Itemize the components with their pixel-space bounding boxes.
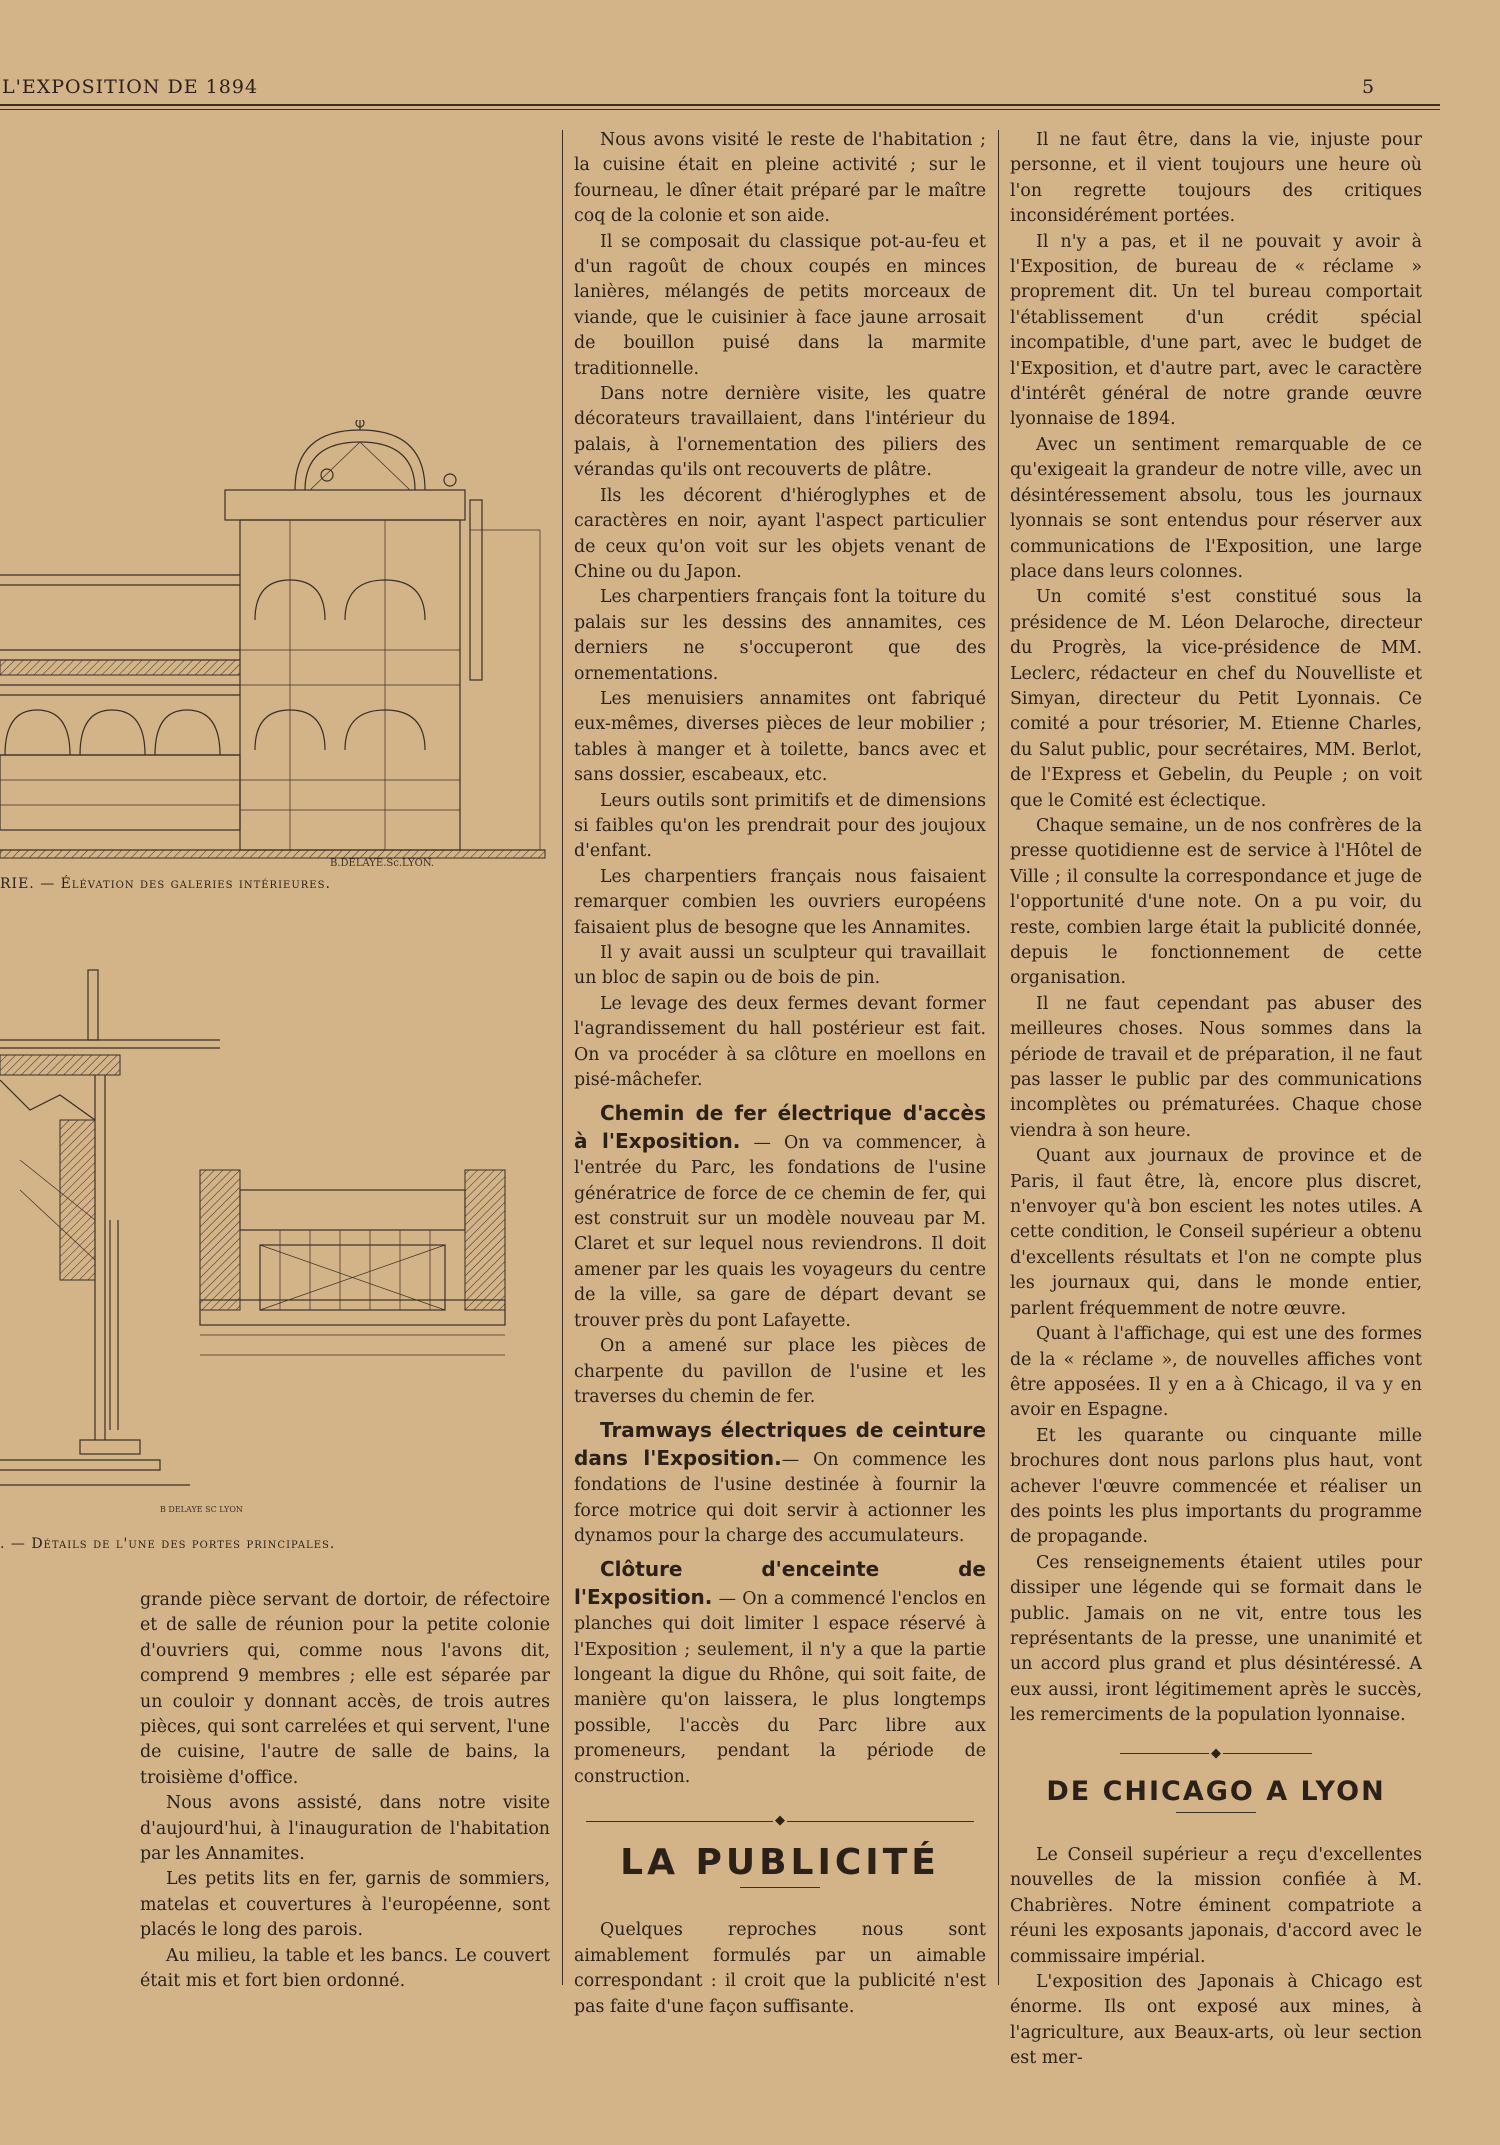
col2-paragraph: Il se composait du classique pot-au-feu et d'un ragoût de choux coupés en minces lanières, mélangés de petits morceaux de viande, que le cuisinier à face jaune arrosait de bouillon puisé dans la marmite traditionnelle.	[574, 231, 986, 379]
column-2	[574, 128, 986, 2020]
chemin-heading: Chemin de fer électrique d'accès à l'Exposition.	[574, 1101, 986, 1153]
col3-paragraph: Un comité s'est constitué sous la présidence de M. Léon Delaroche, directeur du Progrès, la vice-présidence de MM. Leclerc, rédacteur en chef du Nouvelliste et Simyan, directeur du Petit Lyonnais. Ce comité a pour trésorier, M. Etienne Charles, du Salut public, pour secrétaires, MM. Berlot, de l'Express et Gebelin, du Peuple ; on voit que le Comité est éclectique.	[1010, 587, 1422, 811]
section-ornament: ◆	[586, 1810, 974, 1832]
col3-paragraph: Il ne faut être, dans la vie, injuste pour personne, et il vient toujours une heure où l'on regrette toujours des critiques inconsidérément portées.	[1010, 130, 1422, 227]
col2-paragraph: Les menuisiers annamites ont fabriqué eux-mêmes, diverses pièces de leur mobilier ; tables à manger et à toilette, bancs avec et sans dossier, escabeaux, etc.	[574, 688, 986, 786]
col3-paragraph: Il ne faut cependant pas abuser des meilleures choses. Nous sommes dans la période de travail et de préparation, il ne faut pas lasser le public par des communications incomplètes ou prématurées. Chaque chose viendra à son heure.	[1010, 993, 1422, 1141]
column-3	[1010, 128, 1422, 2072]
chemin-paragraph: On a amené sur place les pièces de charpente du pavillon de l'usine et les traverses du chemin de fer.	[574, 1336, 986, 1407]
col2-paragraph: Dans notre dernière visite, les quatre décorateurs travaillaient, dans l'intérieur du palais, à l'ornementation des piliers des vérandas qu'ils ont recouverts de plâtre.	[574, 384, 986, 481]
col1-paragraph: Les petits lits en fer, garnis de sommiers, matelas et couvertures à l'européenne, sont placés le long des parois.	[140, 1869, 550, 1941]
chicago-paragraph: L'exposition des Japonais à Chicago est énorme. Ils ont exposé aux mines, à l'agriculture, aux Beaux-arts, où leur section est mer-	[1010, 1972, 1422, 2069]
col2-paragraph: Les charpentiers français nous faisaient remarquer combien les ouvriers européens faisaient plus de besogne que les Annamites.	[574, 866, 986, 938]
col1-paragraph: Nous avons assisté, dans notre visite d'aujourd'hui, à l'inauguration de l'habitation par les Annamites.	[140, 1793, 550, 1865]
col2-paragraph: Ils les décorent d'hiéroglyphes et de caractères en noir, ayant l'aspect particulier de ceux qu'on voit sur les objets venant de Chine ou du Japon.	[574, 485, 986, 582]
section-ornament: ◆	[1120, 1743, 1312, 1765]
col3-paragraph: Avec un sentiment remarquable de ce qu'exigeait la grandeur de notre ville, avec un désintéressement absolu, tous les journaux lyonnais se sont entendus pour réserver aux communications de l'Exposition, une large place dans leurs colonnes.	[1010, 434, 1422, 582]
publicite-title: LA PUBLICITÉ	[620, 1842, 940, 1883]
chicago-title: DE CHICAGO A LYON	[1046, 1775, 1386, 1807]
column-separator	[562, 130, 563, 1985]
col3-paragraph: Quant à l'affichage, qui est une des formes de la « réclame », de nouvelles affiches vont être apposées. Il y en a à Chicago, il va y en avoir en Espagne.	[1010, 1324, 1422, 1421]
col3-paragraph: Il n'y a pas, et il ne pouvait y avoir à l'Exposition, de bureau de « réclame » proprement dit. Un tel bureau comportait l'établissement d'un crédit spécial incompatible, d'une part, avec le budget de l'Exposition, et d'autre part, avec le caractère d'intérêt général de notre grande œuvre lyonnaise de 1894.	[1010, 231, 1422, 430]
elevation-drawing	[0, 420, 560, 890]
door-details-drawing	[0, 960, 560, 1530]
tram-section	[574, 1418, 986, 1549]
col3-paragraph: Et les quarante ou cinquante mille brochures dont nous parlons plus haut, vont achever l'œuvre commencée et réaliser un des points les plus importants du programme de propagande.	[1010, 1425, 1422, 1548]
title-underline	[740, 1887, 820, 1888]
top-signature: B.DELAYE.Sc.LYON.	[330, 858, 435, 869]
cloture-section	[574, 1557, 986, 1790]
bottom-figure-caption: . — Détails de l'une des portes principales.	[0, 1536, 336, 1552]
title-underline	[1176, 1812, 1256, 1813]
col2-paragraph: Leurs outils sont primitifs et de dimensions si faibles qu'on les prendrait pour des joujoux d'enfant.	[574, 790, 986, 862]
bottom-signature: B DELAYE SC LYON	[160, 1505, 243, 1514]
running-header: L'EXPOSITION DE 1894	[2, 76, 259, 98]
col2-paragraph: Les charpentiers français font la toiture du palais sur les dessins des annamites, ces derniers ne s'occuperont que des ornementations.	[574, 587, 986, 684]
tram-heading: Tramways électriques de ceinture dans l'Exposition.	[574, 1418, 986, 1470]
column-separator	[998, 130, 999, 1985]
chicago-paragraph: Le Conseil supérieur a reçu d'excellentes nouvelles de la mission confiée à M. Chabrières. Notre éminent compatriote a réuni les exposants japonais, d'accord avec le commissaire impérial.	[1010, 1845, 1422, 1967]
col3-paragraph: Ces renseignements étaient utiles pour dissiper une légende qui se formait dans le public. Jamais on ne vit, entre tous les représentants de la presse, une unanimité et un accord plus grand et plus désintéressé. A eux aussi, iront légitimement après le succès, les remerciments de la population lyonnaise.	[1010, 1552, 1422, 1726]
header-rule-thin	[0, 109, 1440, 110]
col2-paragraph: Le levage des deux fermes devant former l'agrandissement du hall postérieur est fait. On va procéder à sa clôture en moellons en pisé-mâchefer.	[574, 993, 986, 1091]
page-number: 5	[1362, 76, 1375, 98]
publicite-paragraph: Quelques reproches nous sont aimablement formulés par un aimable correspondant : il croit que la publicité n'est pas faite d'une façon suffisante.	[574, 1920, 986, 2017]
col3-paragraph: Quant aux journaux de province et de Paris, il faut être, là, encore plus discret, n'envoyer qu'à bon escient les notes utiles. A cette condition, le Conseil supérieur a obtenu d'excellents résultats et l'on ne compte plus les journaux qui, dans le monde entier, parlent fréquemment de notre œuvre.	[1010, 1146, 1422, 1319]
col3-paragraph: Chaque semaine, un de nos confrères de la presse quotidienne est de service à l'Hôtel de Ville ; il consulte la correspondance et juge de l'opportunité d'une note. On a pu voir, du reste, combien large était la publicité donnée, depuis le fonctionnement de cette organisation.	[1010, 815, 1422, 989]
chemin-section	[574, 1101, 986, 1334]
col1-paragraph: grande pièce servant de dortoir, de réfectoire et de salle de réunion pour la petite colonie d'ouvriers qui, comme nous l'avons dit, comprend 9 membres ; elle est séparée par un couloir y donnant accès, de trois autres pièces, qui sont carrelées et qui servent, l'une de cuisine, l'autre de salle de bains, la troisième d'office.	[140, 1590, 550, 1788]
header-rule	[0, 104, 1440, 106]
col1-paragraph: Au milieu, la table et les bancs. Le couvert était mis et fort bien ordonné.	[140, 1945, 550, 1992]
cloture-text: — On a commencé l'enclos en planches qui doit limiter l espace réservé à l'Exposition ; seulement, il n'y a que la partie longeant la digue du Rhône, qui soit faite, de manière qu'on laissera, le plus longtemps possible, l'accès du Parc libre aux promeneurs, pendant la période de construction.	[574, 1588, 986, 1787]
chemin-text: — On va commencer, à l'entrée du Parc, les fondations de l'usine génératrice de force de ce chemin de fer, qui est construit sur un modèle nouveau par M. Claret et sur lequel nous reviendrons. Il doit amener par les quais les voyageurs du centre de la ville, sa gare de départ devant se trouver près du pont Lafayette.	[574, 1132, 986, 1331]
col2-paragraph: Il y avait aussi un sculpteur qui travaillait un bloc de sapin ou de bois de pin.	[574, 943, 986, 989]
tram-text: — On commence les fondations de l'usine destinée à fournir la force motrice qui doit servir à actionner les dynamos pour la charge des accumulateurs.	[574, 1449, 986, 1546]
cloture-heading: Clôture d'enceinte de l'Exposition.	[574, 1557, 986, 1609]
column-1	[140, 1588, 550, 1995]
col2-paragraph: Nous avons visité le reste de l'habitation ; la cuisine était en pleine activité ; sur le fourneau, le dîner était préparé par le maître coq de la colonie et son aide.	[574, 130, 986, 227]
top-figure-caption: RIE. — Élévation des galeries intérieures.	[0, 876, 331, 892]
